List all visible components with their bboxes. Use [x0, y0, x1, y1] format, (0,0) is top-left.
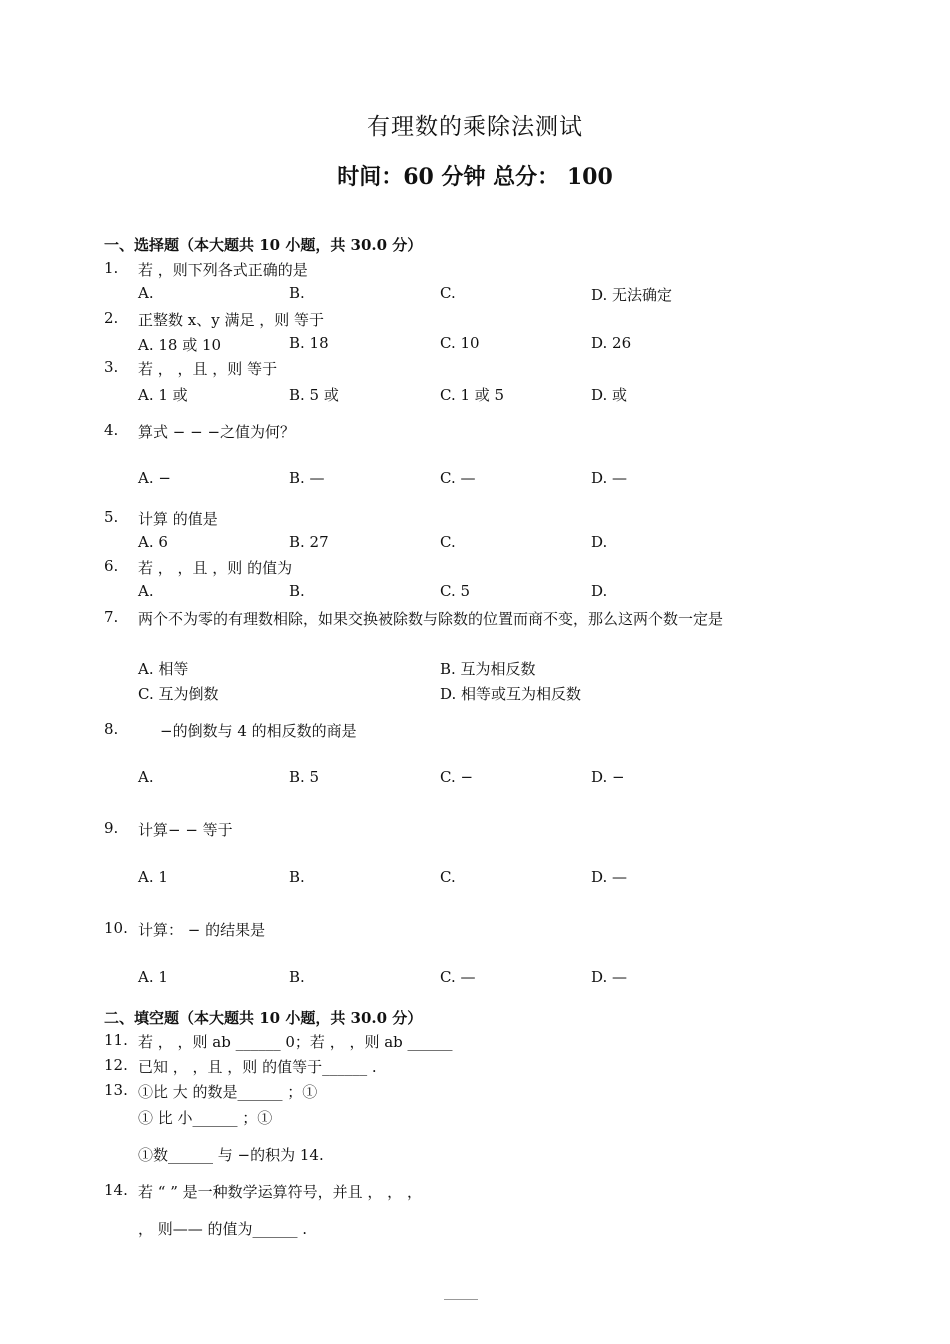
option-a: A. 1: [138, 968, 168, 986]
question-line: ①比 大 的数是______ ；①: [138, 1083, 318, 1101]
option-b: B.: [289, 284, 305, 302]
question-number: 4.: [104, 421, 119, 439]
question-stem: 若 ，则下列各式正确的是: [138, 261, 308, 279]
question-stem: 正整数 x、y 满足 ，则 等于: [138, 311, 325, 329]
option-c: C. —: [440, 968, 476, 986]
option-a: A.: [138, 284, 154, 302]
option-d: D.: [591, 582, 608, 600]
option-a: A.: [138, 768, 154, 786]
question-number: 2.: [104, 309, 119, 327]
question-stem: −的倒数与 4 的相反数的商是: [160, 722, 357, 740]
question-stem: 若 ， ，且 ，则 的值为: [138, 559, 293, 577]
option-b: B.: [289, 968, 305, 986]
question-line: 若 “ ” 是一种数学运算符号，并且 ， ， ，: [138, 1183, 422, 1201]
question-line: ① 比 小______ ；①: [138, 1109, 273, 1127]
question-stem: 计算： − 的结果是: [138, 921, 266, 939]
option-a: A. 1: [138, 868, 168, 886]
question-number: 7.: [104, 608, 119, 626]
question-stem: 算式 − − −之值为何？: [138, 423, 296, 441]
question-line: ， 则—— 的值为______ .: [138, 1220, 308, 1238]
option-c: C.: [440, 868, 456, 886]
option-d: D. 无法确定: [591, 286, 673, 304]
option-c: C. −: [440, 768, 474, 786]
question-number: 5.: [104, 508, 119, 526]
question-stem: 计算 的值是: [138, 510, 218, 528]
question-number: 1.: [104, 259, 119, 277]
option-b: B. 27: [289, 533, 329, 551]
question-number: 13.: [104, 1081, 128, 1099]
question-stem: 已知 ， ，且 ，则 的值等于______ .: [138, 1058, 377, 1076]
option-a: A. −: [138, 469, 171, 487]
option-c: C. —: [440, 469, 476, 487]
option-b: B. 5 或: [289, 386, 339, 404]
page-footer-mark: [444, 1299, 478, 1302]
question-number: 8.: [104, 720, 119, 738]
question-stem: 若 ， ，且 ，则 等于: [138, 360, 278, 378]
option-d: D. 相等或互为相反数: [440, 685, 582, 703]
question-stem: 两个不为零的有理数相除，如果交换被除数与除数的位置而商不变，那么这两个数一定是: [138, 610, 724, 628]
option-b: B. 5: [289, 768, 320, 786]
option-b: B.: [289, 868, 305, 886]
question-number: 3.: [104, 358, 119, 376]
option-a: A.: [138, 582, 154, 600]
option-d: D. 26: [591, 334, 632, 352]
option-c: C. 互为倒数: [138, 685, 219, 703]
option-b: B. 18: [289, 334, 329, 352]
option-c: C. 5: [440, 582, 471, 600]
question-stem: 计算− − 等于: [138, 821, 233, 839]
option-a: A. 6: [138, 533, 168, 551]
question-number: 11.: [104, 1031, 128, 1049]
question-stem: 若 ， ，则 ab ______ 0；若 ， ，则 ab ______: [138, 1033, 453, 1051]
option-a: A. 相等: [138, 660, 189, 678]
question-line: ①数______ 与 −的积为 14.: [138, 1146, 324, 1164]
option-d: D. −: [591, 768, 625, 786]
option-d: D. —: [591, 868, 628, 886]
option-a: A. 1 或: [138, 386, 188, 404]
question-number: 10.: [104, 919, 128, 937]
section-heading-fill: 二、填空题（本大题共 10 小题，共 30.0 分）: [104, 1009, 423, 1027]
option-d: D. —: [591, 469, 628, 487]
question-number: 6.: [104, 557, 119, 575]
option-b: B. 互为相反数: [440, 660, 536, 678]
question-number: 9.: [104, 819, 119, 837]
question-number: 14.: [104, 1181, 128, 1199]
option-c: C.: [440, 284, 456, 302]
option-d: D. 或: [591, 386, 628, 404]
document-title: 有理数的乘除法测试: [367, 114, 583, 140]
option-a: A. 18 或 10: [138, 336, 222, 354]
option-b: B. —: [289, 469, 325, 487]
question-number: 12.: [104, 1056, 128, 1074]
document-subtitle: 时间：60 分钟 总分： 100: [337, 164, 613, 190]
section-heading-choice: 一、选择题（本大题共 10 小题，共 30.0 分）: [104, 236, 423, 254]
option-d: D. —: [591, 968, 628, 986]
option-b: B.: [289, 582, 305, 600]
option-d: D.: [591, 533, 608, 551]
option-c: C.: [440, 533, 456, 551]
option-c: C. 10: [440, 334, 480, 352]
option-c: C. 1 或 5: [440, 386, 505, 404]
